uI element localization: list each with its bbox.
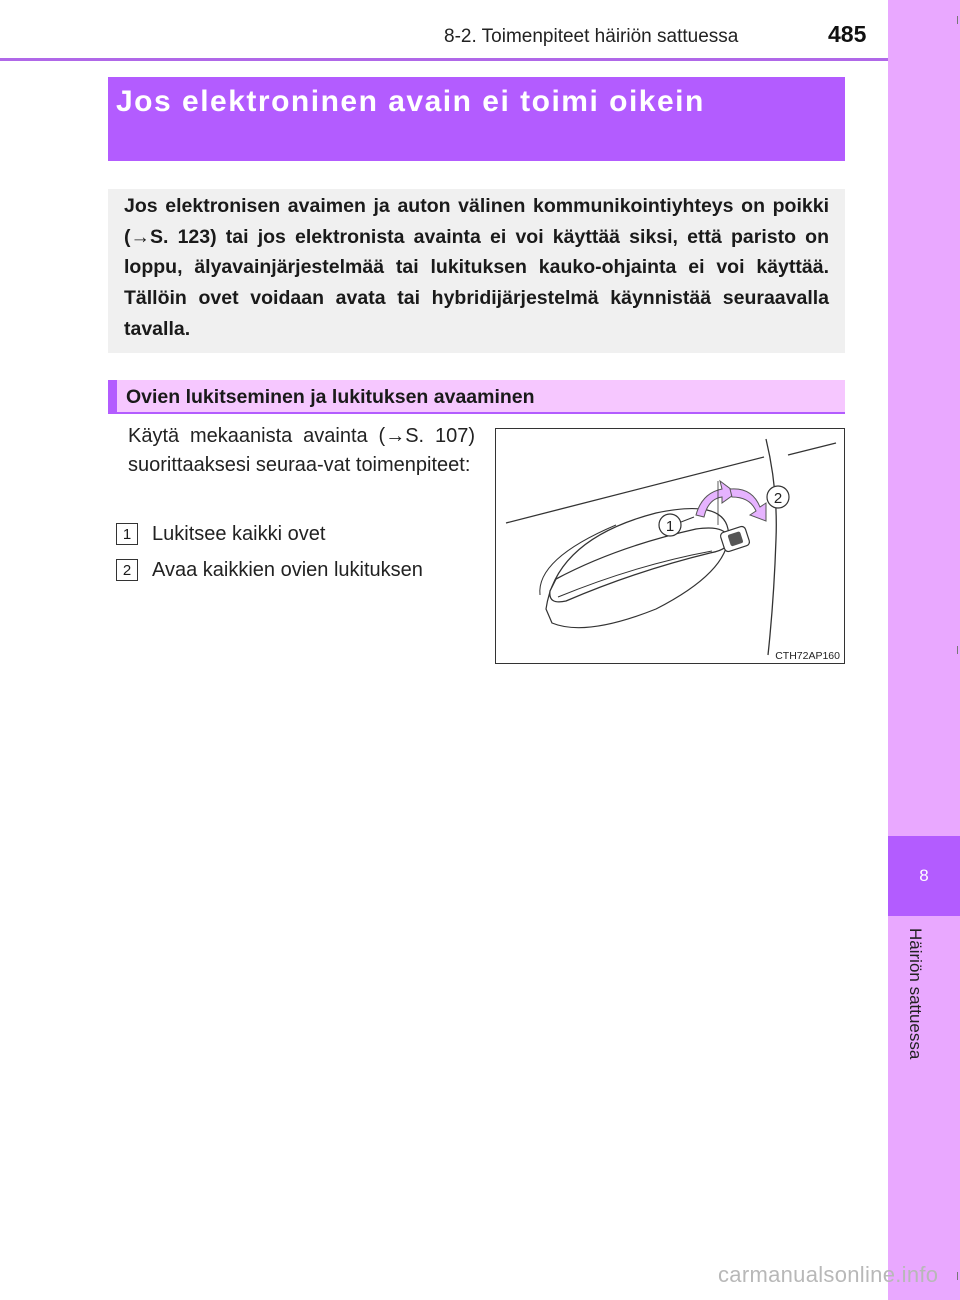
step-item: [116, 516, 423, 552]
callout-1-label: 1: [665, 518, 675, 535]
margin-tick: [957, 16, 958, 24]
page-title: Jos elektroninen avain ei toimi oikein: [116, 85, 705, 118]
lock-rotation-arrow: [696, 481, 736, 517]
watermark: carmanualsonline.info: [718, 1262, 939, 1287]
section-title-bar: [108, 77, 845, 161]
chapter-side-tab: [888, 0, 960, 1300]
door-edge-line: [788, 443, 836, 455]
section-header: 8-2. Toimenpiteet häiriön sattuessa: [444, 26, 739, 47]
callout-2-label: 2: [773, 490, 783, 507]
chapter-number: 8: [919, 866, 929, 885]
chapter-number-box: [888, 836, 960, 916]
margin-tick: [957, 646, 958, 654]
step-list: [116, 516, 423, 588]
callout-1-leader: [681, 517, 694, 522]
figure-code: CTH72AP160: [775, 650, 840, 662]
step-text: Lukitsee kaikki ovet: [152, 522, 326, 545]
door-handle: [550, 528, 729, 602]
header-divider: [0, 58, 888, 61]
unlock-rotation-arrow: [730, 489, 766, 521]
page-number: 485: [828, 21, 867, 47]
instruction-text: Käytä mekaanista avainta (→S. 107) suorittaaksesi seuraa-vat toimenpiteet:: [128, 425, 475, 476]
step-item: [116, 552, 423, 588]
door-handle-drawing: [496, 429, 844, 663]
subsection-bar: [108, 380, 845, 414]
subsection-title: Ovien lukitseminen ja lukituksen avaaminen: [126, 386, 535, 408]
step-text: Avaa kaikkien ovien lukituksen: [152, 558, 423, 581]
intro-box: [108, 189, 845, 353]
margin-tick: [957, 1272, 958, 1280]
step-number-badge: 1: [116, 523, 138, 545]
chapter-label: Häiriön sattuessa: [906, 928, 925, 1060]
door-seam-line: [766, 439, 776, 655]
intro-text: Jos elektronisen avaimen ja auton välinen kommunikointiyhteys on poikki (→S. 123) tai jos elektronista avainta ei voi käyttää siksi, että paristo on loppu, älyavainjärjestelmää tai lukituksen kauko-ohjainta ei voi käyttää. Tällöin ovet voidaan avata tai hybridijärjestelmä käynnistää seuraavalla tavalla.: [124, 195, 829, 340]
door-lock-illustration: [495, 428, 845, 664]
step-number-badge: 2: [116, 559, 138, 581]
